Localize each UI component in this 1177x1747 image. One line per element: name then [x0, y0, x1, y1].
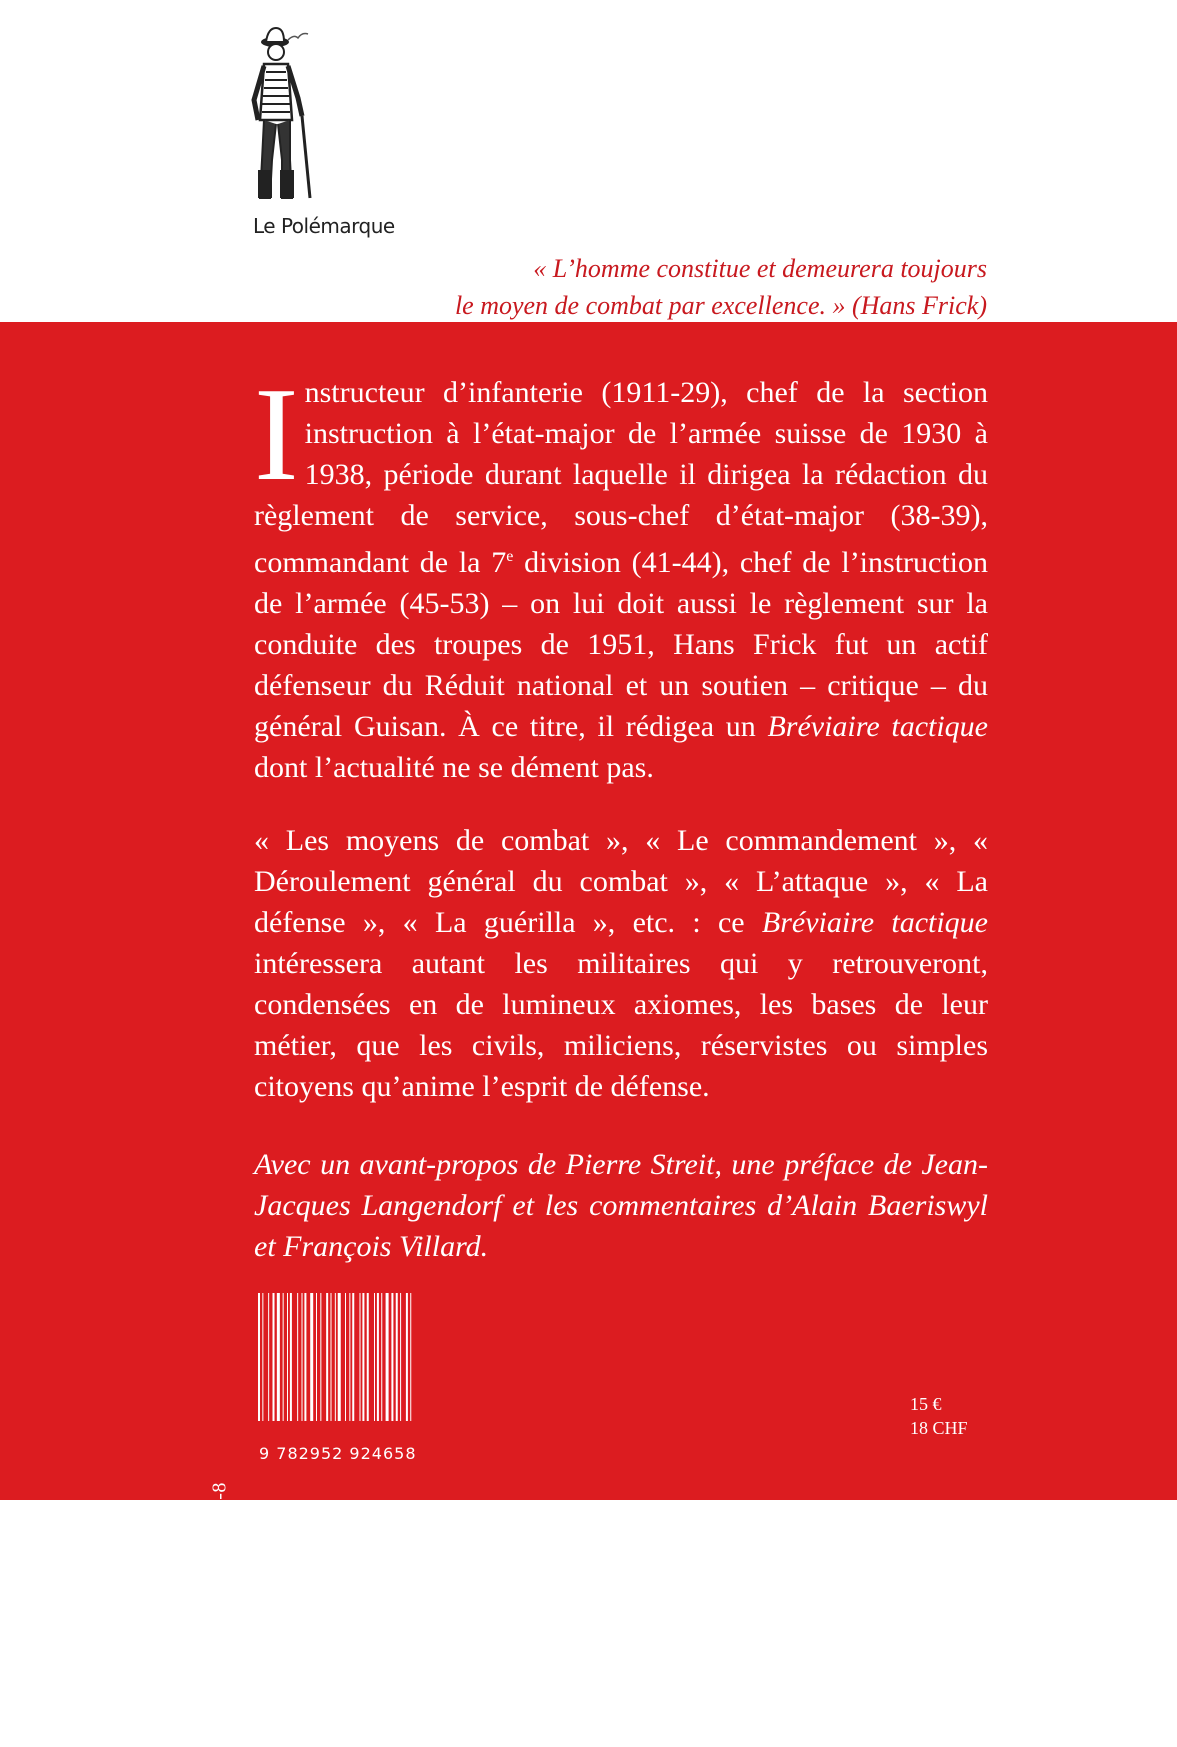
red-back-cover [0, 322, 1177, 1712]
isbn-text: ISBN : 978-2-9529246-5-8 [208, 1482, 231, 1712]
barcode-bar [360, 1293, 361, 1421]
paragraph-credits: Avec un avant-propos de Pierre Streit, une préface de Jean-Jacques Langendorf et les commentaires d’Alain Baeriswyl et François Villard. [254, 1148, 988, 1263]
barcode-bar [335, 1293, 336, 1421]
barcode-bar [304, 1293, 306, 1421]
barcode-bar [391, 1293, 393, 1421]
top-white-band [0, 0, 1177, 322]
barcode-bar [310, 1293, 313, 1421]
quote-line-2: le moyen de combat par excellence. » (Hans Frick) [454, 291, 987, 320]
barcode-bar [367, 1293, 369, 1421]
barcode-bar [268, 1293, 269, 1421]
barcode-bar [396, 1293, 398, 1421]
barcode-bar [283, 1293, 284, 1421]
barcode-bar [258, 1293, 260, 1421]
barcode-bar [386, 1293, 389, 1421]
desc-text-a: « Les moyens de combat », « Le commandement », « Déroulement général du combat », « L’attaque », « La défense », « La guérilla », etc. : ce [254, 824, 988, 939]
barcode-bar [262, 1293, 263, 1421]
barcode-bar [316, 1293, 317, 1421]
barcode-bar [326, 1293, 328, 1421]
barcode-bar [349, 1293, 350, 1421]
barcode-bar [320, 1293, 321, 1421]
desc-book-title: Bréviaire tactique [761, 906, 988, 939]
price-chf: 18 CHF [910, 1418, 968, 1438]
barcode-bar [338, 1293, 341, 1421]
barcode-bar [374, 1293, 375, 1421]
bio-text-c: dont l’actualité ne se dément pas. [254, 751, 654, 784]
paragraph-biography [254, 360, 989, 788]
barcode-bar [277, 1293, 280, 1421]
barcode-bar [345, 1293, 346, 1421]
quote-line-1: « L’homme constitue et demeurera toujours [533, 254, 987, 283]
desc-text-b: intéressera autant les militaires qui y retrouveront, condensées en de lumineux axiomes, les bases de leur métier, que les civils, miliciens, réservistes ou simples citoyens qu’anime l’esprit de défense. [254, 947, 988, 1103]
bio-text-a: nstructeur d’infanterie (1911-29), chef de la section instruction à l’état-major de l’armée suisse de 1930 à 1938, période durant laquelle il dirigea la rédaction du règlement de service, sous-chef d’état-major (38-39), commandant de la 7 [254, 376, 988, 579]
drop-cap: I [254, 360, 299, 508]
barcode-bar [352, 1293, 354, 1421]
barcode-bar [331, 1293, 332, 1421]
bio-book-title: Bréviaire tactique [767, 710, 988, 743]
barcode-number: 9 782952 924658 [259, 1444, 417, 1463]
barcode-bar [290, 1293, 292, 1421]
barcode-bar [362, 1293, 364, 1421]
barcode-bar [302, 1293, 303, 1421]
barcode-bar [400, 1293, 401, 1421]
barcode-bar [381, 1293, 382, 1421]
barcode-bar [406, 1293, 408, 1421]
barcode-bar [273, 1293, 275, 1421]
barcode-bar [377, 1293, 379, 1421]
barcode-bar [297, 1293, 298, 1421]
bio-text-b: division (41-44), chef de l’instruction de l’armée (45-53) – on lui doit aussi le règlement sur la conduite des troupes de 1951, Hans Frick fut un actif défenseur du Réduit national et un soutien – critique – du général Guisan. À ce titre, il rédigea un [254, 546, 989, 743]
isbn-vertical [198, 1447, 242, 1747]
epigraph-quote [287, 250, 987, 324]
price-euro: 15 € [910, 1394, 942, 1414]
paragraph-description [254, 820, 988, 1107]
price-block [910, 1392, 968, 1440]
soldier-figure-icon [240, 20, 330, 205]
barcode-bar [287, 1293, 288, 1421]
barcode-icon [258, 1293, 446, 1421]
barcode-bar [410, 1293, 411, 1421]
publisher-name: Le Polémarque [253, 214, 395, 238]
bio-superscript: e [506, 548, 514, 565]
